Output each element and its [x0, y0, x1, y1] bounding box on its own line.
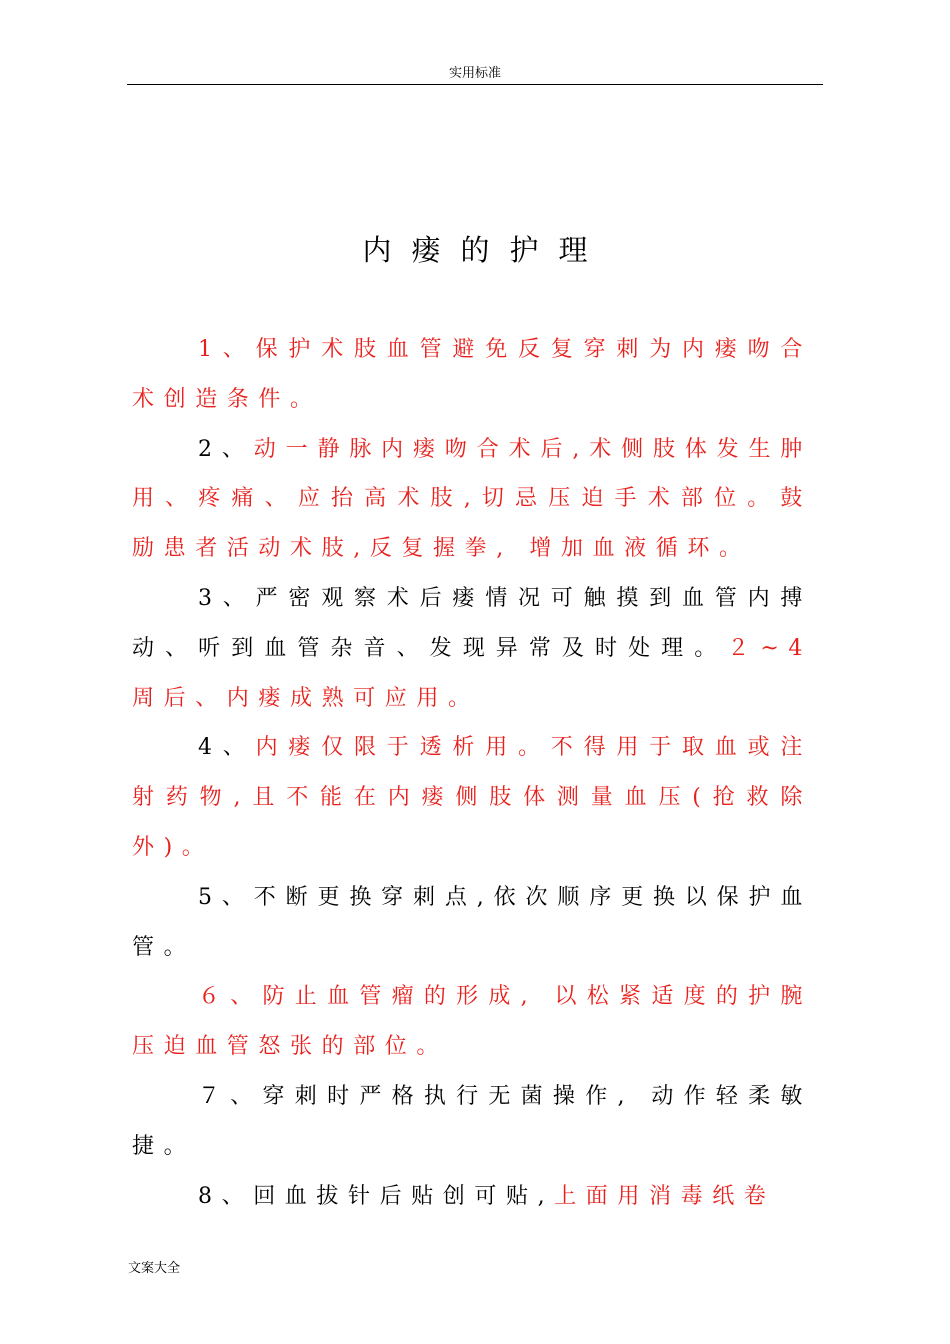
paragraph-text: ７、穿刺时严格执行无菌操作, 动作轻柔敏捷。: [132, 1083, 812, 1159]
paragraph-4: [132, 723, 812, 872]
paragraph-text: ６、防止血管瘤的形成, 以松紧适度的护腕压迫血管怒张的部位。: [132, 984, 812, 1060]
paragraph-2: [132, 425, 812, 574]
header-divider: [127, 84, 823, 85]
paragraph-text: 上面用消毒纸卷: [554, 1183, 776, 1209]
paragraph-text: 动一静脉内瘘吻合术后,术侧肢体发生肿用、疼痛、应抬高术肢,切忌压迫手术部位。鼓励患者活动术肢,反复握拳, 增加血液循环。: [132, 436, 813, 562]
paragraph-8: [132, 1172, 812, 1222]
paragraph-6: [132, 972, 812, 1072]
paragraph-1: [132, 325, 812, 425]
page-footer: 文案大全: [128, 1261, 181, 1276]
paragraph-5: [132, 873, 812, 973]
page-header: 实用标准: [448, 66, 501, 81]
paragraph-text: 5、不断更换穿刺点,依次顺序更换以保护血管。: [132, 884, 812, 960]
paragraph-text: 3、严密观察术后瘘情况可触摸到血管内搏动、听到血管杂音、发现异常及时处理。: [132, 585, 812, 661]
paragraph-number: 2、: [198, 436, 254, 462]
paragraph-7: [132, 1072, 812, 1172]
document-body: [132, 325, 812, 1221]
paragraph-text: 8、回血拔针后贴创可贴,: [198, 1183, 555, 1209]
document-title: 内瘘的护理: [362, 233, 608, 267]
paragraph-number: 4、: [198, 735, 256, 761]
paragraph-text: 内瘘仅限于透析用。不得用于取血或注射药物,且不能在内瘘侧肢体测量血压(抢救除外)。: [132, 735, 813, 860]
paragraph-text: 1、保护术肢血管避免反复穿刺为内瘘吻合术创造条件。: [132, 337, 812, 412]
paragraph-text: ２~4周后、内瘘成熟可应用。: [132, 635, 812, 711]
paragraph-3: [132, 574, 812, 723]
